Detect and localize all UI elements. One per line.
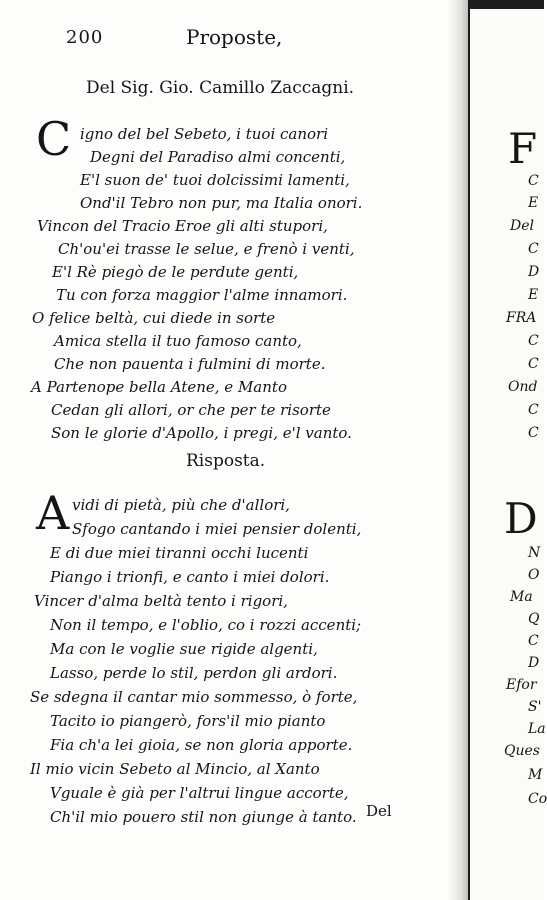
verse-line: Degni del Paradiso almi concenti, (90, 148, 346, 166)
verse-line: Son le glorie d'Apollo, i pregi, e'l vanto. (51, 424, 352, 442)
response-heading: Risposta. (186, 451, 266, 471)
facing-drop-cap: D (504, 494, 538, 543)
verse-line: E'l suon de' tuoi dolcissimi lamenti, (80, 171, 350, 189)
verse-line: Tacito io piangerò, fors'il mio pianto (50, 712, 326, 730)
facing-line-fragment: Ma (510, 589, 533, 605)
verse-line: igno del bel Sebeto, i tuoi canori (80, 125, 329, 143)
facing-line-fragment: N (528, 545, 541, 561)
facing-line-fragment: Efor (506, 677, 537, 693)
facing-line-fragment: C (528, 356, 539, 372)
verse-line: vidi di pietà, più che d'allori, (72, 496, 290, 514)
verse-line: Il mio vicin Sebeto al Mincio, al Xanto (30, 760, 320, 778)
running-title: Proposte, (186, 25, 283, 49)
verse-line: E di due miei tiranni occhi lucenti (50, 544, 309, 562)
verse-line: O felice beltà, cui diede in sorte (32, 309, 276, 327)
facing-line-fragment: E (528, 195, 539, 211)
verse-line: Che non pauenta i fulmini di morte. (54, 355, 326, 373)
verse-line: Non il tempo, e l'oblio, co i rozzi accenti; (50, 616, 362, 634)
verse-line: Lasso, perde lo stil, perdon gli ardori. (50, 664, 338, 682)
facing-line-fragment: E (528, 287, 539, 303)
verse-line: Se sdegna il cantar mio sommesso, ò forte, (30, 688, 358, 706)
verse-line: Vincer d'alma beltà tento i rigori, (34, 592, 288, 610)
facing-line-fragment: Q (528, 611, 540, 627)
facing-line-fragment: D (528, 655, 540, 671)
facing-line-fragment: C (528, 633, 539, 649)
facing-line-fragment: Co (528, 791, 547, 807)
author-heading: Del Sig. Gio. Camillo Zaccagni. (86, 78, 355, 98)
verse-line: Sfogo cantando i miei pensier dolenti, (72, 520, 362, 538)
facing-drop-cap: F (508, 124, 538, 173)
verse-line: Ond'il Tebro non pur, ma Italia onori. (80, 194, 363, 212)
facing-line-fragment: C (528, 333, 539, 349)
facing-line-fragment: Ques (504, 743, 540, 759)
drop-cap-c: C (36, 112, 72, 166)
facing-line-fragment: FRA (506, 310, 537, 326)
verse-line: Ch'il mio pouero stil non giunge à tanto. (50, 808, 357, 826)
verse-line: Amica stella il tuo famoso canto, (54, 332, 302, 350)
verse-line: A Partenope bella Atene, e Manto (31, 378, 287, 396)
facing-line-fragment: Del (510, 218, 534, 234)
gutter-shadow (448, 0, 470, 900)
facing-line-fragment: D (528, 264, 540, 280)
facing-line-fragment: O (528, 567, 540, 583)
facing-line-fragment: S' (528, 699, 542, 715)
facing-line-fragment: C (528, 173, 539, 189)
facing-page-edge (468, 0, 547, 900)
catchword: Del (366, 802, 392, 820)
verse-line: Ma con le voglie sue rigide algenti, (50, 640, 318, 658)
verse-line: Fia ch'a lei gioia, se non gloria apporte. (50, 736, 353, 754)
verse-line: E'l Rè piegò de le perdute genti, (52, 263, 299, 281)
verse-line: Vguale è già per l'altrui lingue accorte, (50, 784, 349, 802)
facing-line-fragment: M (528, 767, 543, 783)
facing-line-fragment: Ond (508, 379, 538, 395)
page-number: 200 (66, 27, 104, 48)
verse-line: Piango i trionfi, e canto i miei dolori. (50, 568, 330, 586)
facing-line-fragment: C (528, 402, 539, 418)
facing-line-fragment: C (528, 241, 539, 257)
facing-line-fragment: C (528, 425, 539, 441)
facing-line-fragment: La (528, 721, 546, 737)
verse-line: Ch'ou'ei trasse le selue, e frenò i venti, (58, 240, 355, 258)
drop-cap-a: A (36, 486, 70, 540)
verse-line: Tu con forza maggior l'alme innamori. (56, 286, 348, 304)
verse-line: Cedan gli allori, or che per te risorte (51, 401, 331, 419)
verse-line: Vincon del Tracio Eroe gli alti stupori, (37, 217, 328, 235)
facing-page-top-rule (470, 0, 544, 9)
